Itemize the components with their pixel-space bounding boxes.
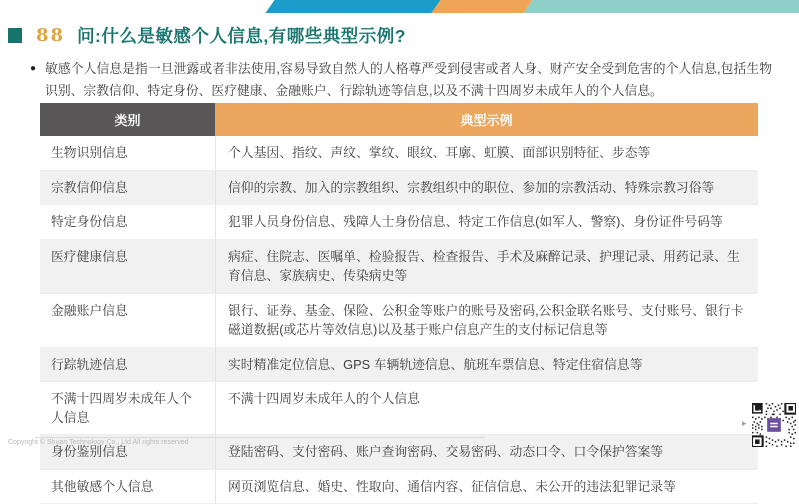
column-header-category: 类别 xyxy=(40,103,215,136)
slide-header xyxy=(8,23,406,48)
cell-example: 病症、住院志、医嘱单、检验报告、检查报告、手术及麻醉记录、护理记录、用药记录、生育信息、家族病史、传染病史等 xyxy=(215,240,758,293)
qr-code xyxy=(752,403,796,447)
table-row xyxy=(40,348,758,383)
cell-example: 实时精准定位信息、GPS 车辆轨迹信息、航班车票信息、特定住宿信息等 xyxy=(215,348,758,382)
table-row xyxy=(40,470,758,504)
table-row xyxy=(40,136,758,171)
cell-category: 医疗健康信息 xyxy=(40,240,215,293)
page-title: 问:什么是敏感个人信息,有哪些典型示例? xyxy=(77,23,406,48)
intro-paragraph xyxy=(30,58,772,101)
cell-example: 网页浏览信息、婚史、性取向、通信内容、征信信息、未公开的违法犯罪记录等 xyxy=(215,470,758,504)
cell-example: 犯罪人员身份信息、残障人士身份信息、特定工作信息(如军人、警察)、身份证件号码等 xyxy=(215,205,758,239)
table-header-row xyxy=(40,103,758,136)
cell-example: 不满十四周岁未成年人的个人信息 xyxy=(215,382,758,434)
teal-square-icon xyxy=(8,28,22,43)
qr-center-logo xyxy=(767,418,781,432)
cell-category: 行踪轨迹信息 xyxy=(40,348,215,382)
cell-category: 身份鉴别信息 xyxy=(40,435,215,469)
column-header-example: 典型示例 xyxy=(215,103,758,136)
cell-example: 信仰的宗教、加入的宗教组织、宗教组织中的职位、参加的宗教活动、特殊宗教习俗等 xyxy=(215,171,758,205)
cell-example: 银行、证券、基金、保险、公积金等账户的账号及密码,公积金联名账号、支付账号、银行卡磁道数据(或芯片等效信息)以及基于账户信息产生的支付标记信息等 xyxy=(215,294,758,347)
top-stripe-orange xyxy=(431,0,532,13)
bullet-dot-icon: ● xyxy=(30,58,36,101)
copyright-text: Copyright © Shuan Technology Co., Ltd All rights reserved xyxy=(8,439,189,446)
top-stripe-teal xyxy=(523,0,799,13)
cell-example: 个人基因、指纹、声纹、掌纹、眼纹、耳廓、虹膜、面部识别特征、步态等 xyxy=(215,136,758,170)
double-quote-88-icon: 88 xyxy=(36,25,65,46)
table-row xyxy=(40,240,758,294)
cell-category: 特定身份信息 xyxy=(40,205,215,239)
cell-category: 生物识别信息 xyxy=(40,136,215,170)
cell-example: 登陆密码、支付密码、账户查询密码、交易密码、动态口令、口令保护答案等 xyxy=(215,435,758,469)
table-row xyxy=(40,382,758,435)
cell-category: 金融账户信息 xyxy=(40,294,215,347)
footer-divider-line xyxy=(35,437,485,438)
table-row xyxy=(40,171,758,206)
intro-text: 敏感个人信息是指一旦泄露或者非法使用,容易导致自然人的人格尊严受到侵害或者人身、财产安全受到危害的个人信息,包括生物识别、宗教信仰、特定身份、医疗健康、金融账户、行踪轨迹等信息,以及不满十四周岁未成年人的个人信息。 xyxy=(45,58,772,101)
cell-category: 其他敏感个人信息 xyxy=(40,470,215,504)
cell-category: 宗教信仰信息 xyxy=(40,171,215,205)
next-arrow-icon: ▸ xyxy=(742,418,747,429)
table-row xyxy=(40,294,758,348)
table-row xyxy=(40,205,758,240)
top-stripe-blue xyxy=(265,0,440,13)
cell-category: 不满十四周岁未成年人个人信息 xyxy=(40,382,215,434)
